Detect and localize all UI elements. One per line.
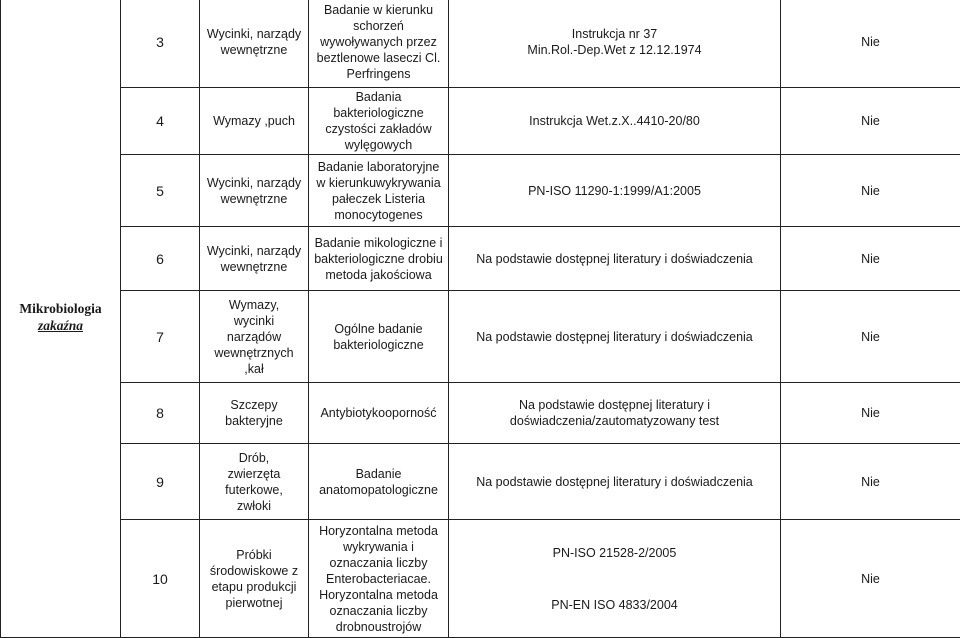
table-row — [1, 520, 960, 638]
table-row — [1, 0, 960, 88]
test-line: w kierunkuwykrywania — [313, 175, 444, 191]
test-cell — [309, 520, 449, 638]
table-row — [1, 291, 960, 383]
method-cell — [449, 444, 781, 520]
test-line: Horyzontalna metoda — [313, 523, 444, 539]
sample-line: zwłoki — [204, 498, 304, 514]
test-line: bakteriologiczne — [313, 105, 444, 121]
method-line: Na podstawie dostępnej literatury i doświadczenia — [453, 329, 776, 345]
accreditation-flag: Nie — [781, 88, 960, 155]
method-cell — [449, 520, 781, 638]
test-line: drobnoustrojów — [313, 619, 444, 635]
method-line: PN-EN ISO 4833/2004 — [453, 597, 776, 613]
method-line: doświadczenia/zautomatyzowany test — [453, 413, 776, 429]
method-line: Na podstawie dostępnej literatury i doświadczenia — [453, 474, 776, 490]
sample-cell — [200, 227, 309, 291]
sample-line: wewnętrzne — [204, 42, 304, 58]
test-line: wylęgowych — [313, 137, 444, 153]
category-cell — [1, 0, 121, 638]
test-line: wywoływanych przez — [313, 34, 444, 50]
test-line: metoda jakościowa — [313, 267, 444, 283]
test-cell — [309, 88, 449, 155]
sample-line: Próbki — [204, 547, 304, 563]
accreditation-flag: Nie — [781, 444, 960, 520]
row-number: 10 — [121, 520, 200, 638]
test-line: Enterobacteriacae. — [313, 571, 444, 587]
sample-line: wewnętrzne — [204, 191, 304, 207]
sample-line: pierwotnej — [204, 595, 304, 611]
accreditation-flag: Nie — [781, 155, 960, 227]
sample-line: Wycinki, narządy — [204, 175, 304, 191]
method-line: Min.Rol.-Dep.Wet z 12.12.1974 — [453, 42, 776, 58]
sample-cell — [200, 88, 309, 155]
sample-line: bakteryjne — [204, 413, 304, 429]
sample-cell — [200, 291, 309, 383]
test-cell — [309, 0, 449, 88]
row-number: 5 — [121, 155, 200, 227]
test-line: oznaczania liczby — [313, 555, 444, 571]
table-row — [1, 383, 960, 444]
table-row — [1, 227, 960, 291]
sample-line: wewnętrznych — [204, 345, 304, 361]
method-line: PN-ISO 21528-2/2005 — [453, 545, 776, 561]
sample-line: wycinki — [204, 313, 304, 329]
test-line: bakteriologiczne — [313, 337, 444, 353]
sample-line: etapu produkcji — [204, 579, 304, 595]
method-line: Instrukcja nr 37 — [453, 26, 776, 42]
test-line: anatomopatologiczne — [313, 482, 444, 498]
accreditation-flag: Nie — [781, 520, 960, 638]
table-row — [1, 155, 960, 227]
test-line: schorzeń — [313, 18, 444, 34]
test-line: Horyzontalna metoda — [313, 587, 444, 603]
sample-cell — [200, 0, 309, 88]
test-line: oznaczania liczby — [313, 603, 444, 619]
sample-line: narządów — [204, 329, 304, 345]
accreditation-flag: Nie — [781, 0, 960, 88]
category-sublabel: zakaźna — [5, 317, 116, 334]
sample-line: Drób, — [204, 450, 304, 466]
test-line: Ogólne badanie — [313, 321, 444, 337]
method-cell — [449, 88, 781, 155]
method-cell — [449, 227, 781, 291]
sample-line: ,kał — [204, 361, 304, 377]
test-line: Badanie w kierunku — [313, 2, 444, 18]
sample-cell — [200, 383, 309, 444]
spacer — [453, 579, 776, 597]
method-cell — [449, 383, 781, 444]
spacer — [453, 561, 776, 579]
test-line: Antybiotykooporność — [313, 405, 444, 421]
method-line: PN-ISO 11290-1:1999/A1:2005 — [453, 183, 776, 199]
row-number: 7 — [121, 291, 200, 383]
test-line: Perfringens — [313, 66, 444, 82]
method-cell — [449, 0, 781, 88]
row-number: 6 — [121, 227, 200, 291]
test-line: wykrywania i — [313, 539, 444, 555]
accreditation-flag: Nie — [781, 383, 960, 444]
method-line: Instrukcja Wet.z.X..4410-20/80 — [453, 113, 776, 129]
test-line: Badania — [313, 89, 444, 105]
test-line: czystości zakładów — [313, 121, 444, 137]
sample-line: środowiskowe z — [204, 563, 304, 579]
sample-cell — [200, 155, 309, 227]
method-line: Na podstawie dostępnej literatury i — [453, 397, 776, 413]
sample-line: Wycinki, narządy — [204, 26, 304, 42]
test-line: Badanie laboratoryjne — [313, 159, 444, 175]
test-cell — [309, 155, 449, 227]
test-line: Badanie — [313, 466, 444, 482]
table-row — [1, 444, 960, 520]
row-number: 8 — [121, 383, 200, 444]
row-number: 9 — [121, 444, 200, 520]
test-cell — [309, 444, 449, 520]
sample-cell — [200, 520, 309, 638]
test-line: beztlenowe laseczi Cl. — [313, 50, 444, 66]
test-cell — [309, 291, 449, 383]
sample-cell — [200, 444, 309, 520]
accreditation-flag: Nie — [781, 227, 960, 291]
method-line: Na podstawie dostępnej literatury i doświadczenia — [453, 251, 776, 267]
sample-line: wewnętrzne — [204, 259, 304, 275]
test-cell — [309, 383, 449, 444]
sample-line: Wymazy ,puch — [204, 113, 304, 129]
sample-line: futerkowe, — [204, 482, 304, 498]
sample-line: Szczepy — [204, 397, 304, 413]
accreditation-flag: Nie — [781, 291, 960, 383]
test-cell — [309, 227, 449, 291]
sample-line: Wymazy, — [204, 297, 304, 313]
table-row — [1, 88, 960, 155]
sample-line: Wycinki, narządy — [204, 243, 304, 259]
category-label: Mikrobiologia — [5, 300, 116, 317]
row-number: 4 — [121, 88, 200, 155]
test-line: Badanie mikologiczne i — [313, 235, 444, 251]
test-line: pałeczek Listeria — [313, 191, 444, 207]
sample-line: zwierzęta — [204, 466, 304, 482]
method-cell — [449, 291, 781, 383]
test-line: bakteriologiczne drobiu — [313, 251, 444, 267]
test-line: monocytogenes — [313, 207, 444, 223]
row-number: 3 — [121, 0, 200, 88]
method-cell — [449, 155, 781, 227]
